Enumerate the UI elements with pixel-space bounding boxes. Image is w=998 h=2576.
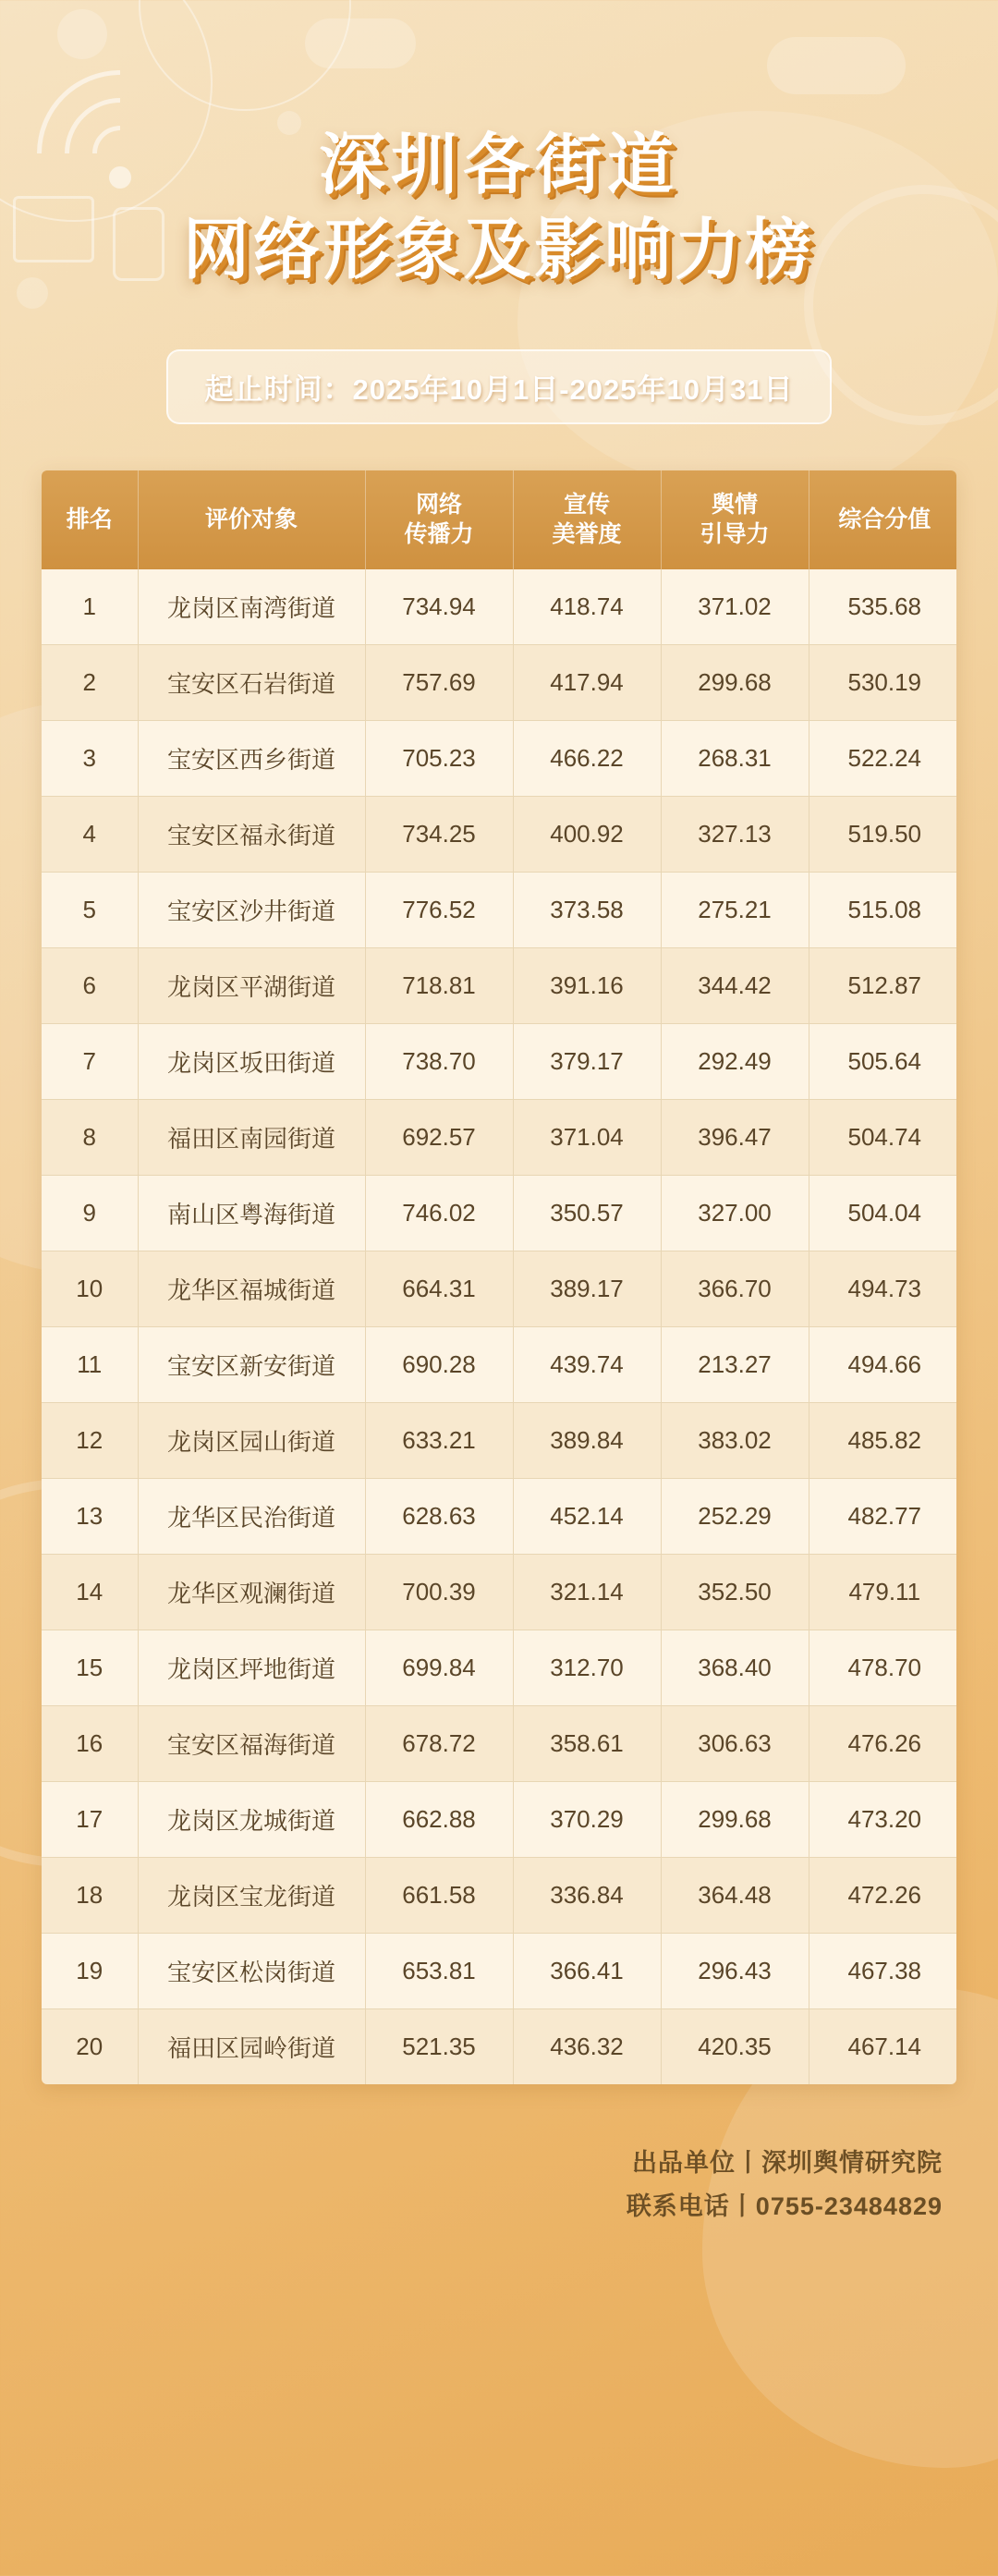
cell-rank: 15	[42, 1630, 138, 1705]
cell-name: 宝安区石岩街道	[138, 644, 365, 720]
cell-rank: 3	[42, 720, 138, 796]
cell-guidance: 352.50	[661, 1554, 809, 1630]
cell-reputation: 417.94	[513, 644, 661, 720]
cell-guidance: 364.48	[661, 1857, 809, 1933]
cell-guidance: 383.02	[661, 1402, 809, 1478]
cell-total: 473.20	[809, 1781, 956, 1857]
cell-spread: 628.63	[365, 1478, 513, 1554]
cell-spread: 661.58	[365, 1857, 513, 1933]
cell-rank: 1	[42, 569, 138, 645]
ranking-table	[42, 470, 956, 2084]
table-row	[42, 1175, 956, 1251]
cell-reputation: 321.14	[513, 1554, 661, 1630]
cell-spread: 734.25	[365, 796, 513, 872]
cell-name: 龙岗区坪地街道	[138, 1630, 365, 1705]
cell-guidance: 327.00	[661, 1175, 809, 1251]
cell-name: 福田区园岭街道	[138, 2008, 365, 2084]
ranking-table-container	[42, 470, 956, 2084]
cell-reputation: 358.61	[513, 1705, 661, 1781]
cell-total: 479.11	[809, 1554, 956, 1630]
cell-guidance: 292.49	[661, 1023, 809, 1099]
table-row	[42, 1251, 956, 1326]
cell-name: 龙岗区平湖街道	[138, 947, 365, 1023]
title-line-1: 深圳各街道	[318, 126, 679, 203]
cell-reputation: 466.22	[513, 720, 661, 796]
cell-name: 龙岗区南湾街道	[138, 569, 365, 645]
cell-rank: 10	[42, 1251, 138, 1326]
cell-guidance: 327.13	[661, 796, 809, 872]
cell-name: 福田区南园街道	[138, 1099, 365, 1175]
cell-rank: 16	[42, 1705, 138, 1781]
cell-guidance: 268.31	[661, 720, 809, 796]
cell-total: 519.50	[809, 796, 956, 872]
cell-total: 535.68	[809, 569, 956, 645]
cell-total: 530.19	[809, 644, 956, 720]
cell-spread: 776.52	[365, 872, 513, 947]
cell-reputation: 452.14	[513, 1478, 661, 1554]
cell-total: 485.82	[809, 1402, 956, 1478]
cell-rank: 8	[42, 1099, 138, 1175]
cell-spread: 633.21	[365, 1402, 513, 1478]
cell-spread: 705.23	[365, 720, 513, 796]
page-title	[0, 0, 998, 292]
cell-total: 467.14	[809, 2008, 956, 2084]
cell-total: 482.77	[809, 1478, 956, 1554]
cell-guidance: 371.02	[661, 569, 809, 645]
cell-reputation: 366.41	[513, 1933, 661, 2008]
cell-spread: 653.81	[365, 1933, 513, 2008]
title-line-2: 网络形象及影响力榜	[182, 211, 815, 289]
cell-name: 宝安区福海街道	[138, 1705, 365, 1781]
cell-spread: 521.35	[365, 2008, 513, 2084]
cell-spread: 738.70	[365, 1023, 513, 1099]
cell-total: 504.04	[809, 1175, 956, 1251]
cell-guidance: 306.63	[661, 1705, 809, 1781]
cell-rank: 2	[42, 644, 138, 720]
cell-rank: 11	[42, 1326, 138, 1402]
cell-reputation: 379.17	[513, 1023, 661, 1099]
cell-name: 宝安区新安街道	[138, 1326, 365, 1402]
cell-total: 515.08	[809, 872, 956, 947]
table-row	[42, 872, 956, 947]
cell-spread: 746.02	[365, 1175, 513, 1251]
cell-reputation: 350.57	[513, 1175, 661, 1251]
cell-reputation: 439.74	[513, 1326, 661, 1402]
cell-name: 龙岗区宝龙街道	[138, 1857, 365, 1933]
cell-spread: 662.88	[365, 1781, 513, 1857]
cell-rank: 18	[42, 1857, 138, 1933]
cell-reputation: 371.04	[513, 1099, 661, 1175]
cell-name: 宝安区沙井街道	[138, 872, 365, 947]
cell-reputation: 389.17	[513, 1251, 661, 1326]
cell-spread: 690.28	[365, 1326, 513, 1402]
cell-spread: 699.84	[365, 1630, 513, 1705]
cell-spread: 700.39	[365, 1554, 513, 1630]
cell-guidance: 252.29	[661, 1478, 809, 1554]
cell-rank: 19	[42, 1933, 138, 2008]
cell-reputation: 336.84	[513, 1857, 661, 1933]
cell-reputation: 389.84	[513, 1402, 661, 1478]
footer	[0, 2142, 943, 2229]
cell-guidance: 213.27	[661, 1326, 809, 1402]
cell-rank: 14	[42, 1554, 138, 1630]
table-row	[42, 1099, 956, 1175]
table-row	[42, 947, 956, 1023]
cell-total: 504.74	[809, 1099, 956, 1175]
cell-total: 522.24	[809, 720, 956, 796]
column-header-guidance: 舆情 引导力	[661, 470, 809, 569]
table-row	[42, 1933, 956, 2008]
table-row	[42, 796, 956, 872]
cell-rank: 12	[42, 1402, 138, 1478]
table-header-row	[42, 470, 956, 569]
cell-name: 南山区粤海街道	[138, 1175, 365, 1251]
cell-name: 龙岗区龙城街道	[138, 1781, 365, 1857]
cell-reputation: 418.74	[513, 569, 661, 645]
column-header-reputation: 宣传 美誉度	[513, 470, 661, 569]
table-row	[42, 1705, 956, 1781]
cell-spread: 692.57	[365, 1099, 513, 1175]
table-row	[42, 720, 956, 796]
cell-name: 宝安区福永街道	[138, 796, 365, 872]
cell-guidance: 296.43	[661, 1933, 809, 2008]
cell-total: 476.26	[809, 1705, 956, 1781]
cell-total: 505.64	[809, 1023, 956, 1099]
cell-rank: 7	[42, 1023, 138, 1099]
table-row	[42, 1554, 956, 1630]
cell-guidance: 420.35	[661, 2008, 809, 2084]
table-row	[42, 1023, 956, 1099]
cell-rank: 20	[42, 2008, 138, 2084]
date-range-label: 起止时间：2025年10月1日-2025年10月31日	[166, 349, 833, 424]
cell-total: 512.87	[809, 947, 956, 1023]
footer-phone: 联系电话丨0755-23484829	[626, 2192, 943, 2221]
cell-name: 宝安区西乡街道	[138, 720, 365, 796]
cell-rank: 17	[42, 1781, 138, 1857]
cell-reputation: 373.58	[513, 872, 661, 947]
cell-guidance: 366.70	[661, 1251, 809, 1326]
cell-spread: 718.81	[365, 947, 513, 1023]
cell-guidance: 299.68	[661, 644, 809, 720]
cell-total: 478.70	[809, 1630, 956, 1705]
table-row	[42, 2008, 956, 2084]
cell-spread: 734.94	[365, 569, 513, 645]
table-row	[42, 1857, 956, 1933]
cell-total: 494.66	[809, 1326, 956, 1402]
cell-reputation: 436.32	[513, 2008, 661, 2084]
table-row	[42, 1402, 956, 1478]
cell-total: 494.73	[809, 1251, 956, 1326]
cell-rank: 9	[42, 1175, 138, 1251]
cell-rank: 4	[42, 796, 138, 872]
column-header-total: 综合分值	[809, 470, 956, 569]
cell-guidance: 368.40	[661, 1630, 809, 1705]
cell-name: 龙岗区坂田街道	[138, 1023, 365, 1099]
column-header-rank: 排名	[42, 470, 138, 569]
cell-name: 龙华区观澜街道	[138, 1554, 365, 1630]
cell-spread: 757.69	[365, 644, 513, 720]
cell-guidance: 396.47	[661, 1099, 809, 1175]
column-header-spread: 网络 传播力	[365, 470, 513, 569]
cell-rank: 13	[42, 1478, 138, 1554]
cell-name: 龙华区民治街道	[138, 1478, 365, 1554]
table-body	[42, 569, 956, 2084]
cell-guidance: 344.42	[661, 947, 809, 1023]
cell-guidance: 275.21	[661, 872, 809, 947]
cell-name: 龙岗区园山街道	[138, 1402, 365, 1478]
table-row	[42, 1630, 956, 1705]
cell-name: 宝安区松岗街道	[138, 1933, 365, 2008]
table-row	[42, 569, 956, 645]
cell-reputation: 391.16	[513, 947, 661, 1023]
table-row	[42, 1781, 956, 1857]
column-header-name: 评价对象	[138, 470, 365, 569]
table-row	[42, 1326, 956, 1402]
cell-reputation: 312.70	[513, 1630, 661, 1705]
date-range-container	[0, 349, 998, 424]
cell-rank: 6	[42, 947, 138, 1023]
table-row	[42, 1478, 956, 1554]
footer-producer: 出品单位丨深圳舆情研究院	[632, 2148, 943, 2177]
cell-guidance: 299.68	[661, 1781, 809, 1857]
cell-spread: 664.31	[365, 1251, 513, 1326]
cell-rank: 5	[42, 872, 138, 947]
cell-reputation: 370.29	[513, 1781, 661, 1857]
cell-total: 467.38	[809, 1933, 956, 2008]
cell-total: 472.26	[809, 1857, 956, 1933]
cell-spread: 678.72	[365, 1705, 513, 1781]
cell-name: 龙华区福城街道	[138, 1251, 365, 1326]
table-row	[42, 644, 956, 720]
cell-reputation: 400.92	[513, 796, 661, 872]
